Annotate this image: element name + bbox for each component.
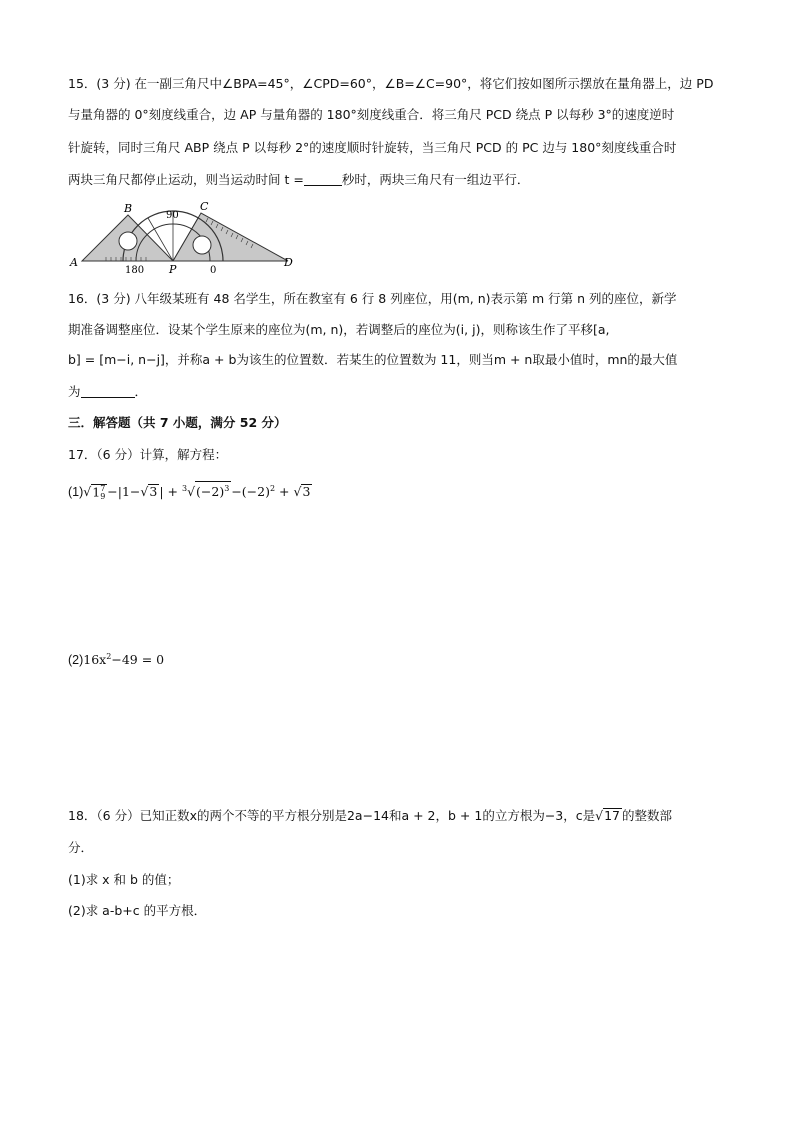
q16-line-3: b] = [m−i, n−j]，并称a + b为该生的位置数．若某生的位置数为 11，则当m + n取最小值时，mn的最大值	[68, 352, 678, 367]
triangle-abp-hole	[119, 232, 137, 250]
q18-line-1: 18．（6 分）已知正数x的两个不等的平方根分别是2a−14和a + 2，b + 1的立方根为−3，c是√17 的整数部	[68, 808, 673, 823]
q15-line-4	[68, 172, 529, 188]
label-c: C	[200, 200, 209, 213]
triangle-pcd	[173, 213, 288, 261]
q17-part-2: $(2)16x^2-49 = 0$	[68, 652, 165, 668]
q16-line-4-text-b: ．	[134, 384, 148, 399]
q15-line-2: 与量角器的 0°刻度线重合，边 AP 与量角器的 180°刻度线重合．将三角尺 PCD 绕点 P 以每秒 3°的速度逆时	[68, 107, 675, 122]
q16-line-4	[68, 384, 147, 400]
q16-line-4-text-a: 为	[68, 384, 81, 399]
q17-part-1: (1)√1 7 9 −|1−√3 | + $^3√(-2)^3 -(-2)^2 + √3$	[68, 481, 312, 501]
label-b: B	[124, 202, 133, 215]
q17-part-2-label: (2)	[68, 653, 84, 668]
label-0: 0	[210, 265, 217, 276]
label-d: D	[284, 256, 293, 269]
sqrt-mixed-number: 1 7 9	[92, 483, 106, 501]
sqrt-sign: √	[83, 484, 92, 500]
q16-line-1: 16．(3 分) 八年级某班有 48 名学生，所在教室有 6 行 8 列座位，用(m, n)表示第 m 行第 n 列的座位，新学	[68, 291, 677, 306]
q15-figure	[68, 200, 302, 276]
q15-line-4-text-a: 两块三角尺都停止运动，则当运动时间 t =	[68, 172, 304, 187]
q15-line-4-text-b: 秒时，两块三角尺有一组边平行．	[341, 172, 530, 187]
label-180: 180	[125, 265, 145, 276]
q15-line-3: 针旋转，同时三角尺 ABP 绕点 P 以每秒 2°的速度顺时针旋转，当三角尺 PCD 的 PC 边与 180°刻度线重合时	[68, 140, 677, 155]
q15-answer-blank	[304, 173, 342, 186]
q16-line-2: 期准备调整座位．设某个学生原来的座位为(m, n)，若调整后的座位为(i, j)，则称该生作了平移[a,	[68, 322, 610, 337]
q18-part-1: (1)求 x 和 b 的值；	[68, 872, 180, 887]
q16-answer-blank	[81, 385, 135, 398]
label-p: P	[169, 263, 177, 276]
q18-line-2: 分．	[68, 840, 94, 855]
label-a: A	[70, 256, 78, 269]
q18-part-2: (2)求 a-b+c 的平方根．	[68, 903, 207, 918]
q15-line-1: 15．(3 分) 在一副三角尺中∠BPA=45°，∠CPD=60°，∠B=∠C=90°，将它们按如图所示摆放在量角器上，边 PD	[68, 76, 714, 91]
q17-part-1-label: (1)	[68, 485, 84, 500]
label-90: 90	[166, 210, 179, 221]
triangle-pcd-hole	[193, 236, 211, 254]
q17-title: 17．（6 分）计算，解方程：	[68, 447, 228, 462]
section-3-heading: 三．解答题（共 7 小题，满分 52 分）	[68, 415, 287, 430]
